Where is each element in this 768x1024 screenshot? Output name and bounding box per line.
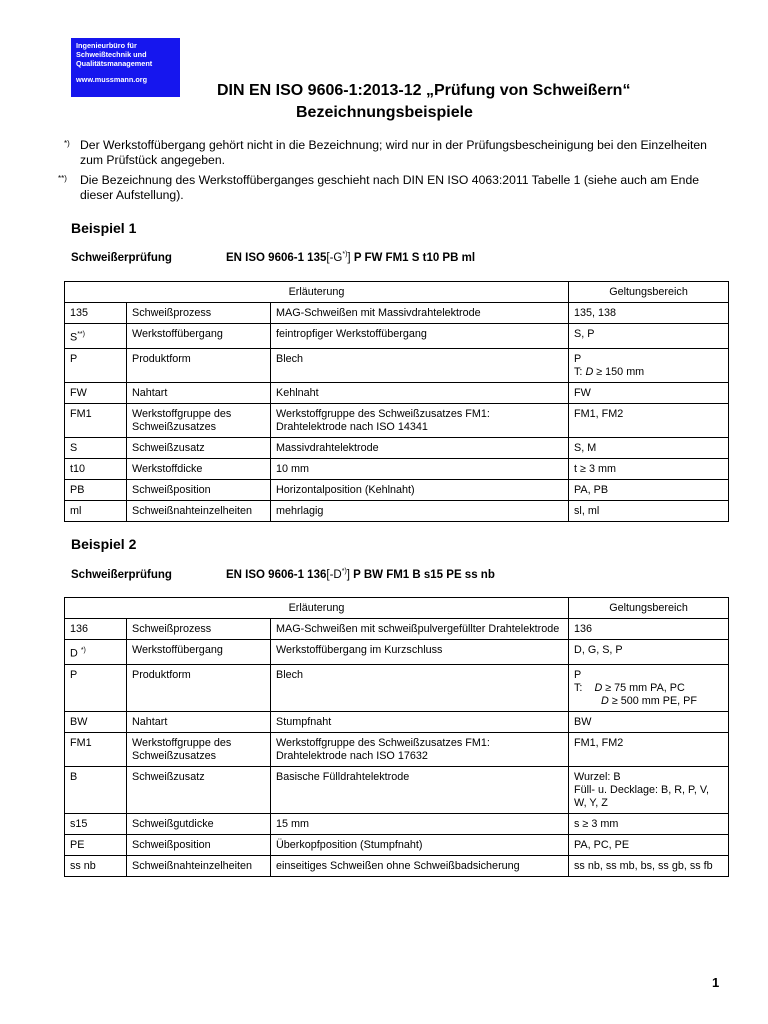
footnote-text: Der Werkstoffübergang gehört nicht in die Bezeichnung; wird nur in der Prüfungsbescheinigung bei den Einzelheiten zum Prüfstück angegeben.: [80, 138, 707, 167]
footnote-mark: *): [64, 139, 70, 148]
cell-desc: Blech: [271, 664, 569, 711]
cell-code: ss nb: [65, 855, 127, 876]
cell-name: Schweißposition: [127, 479, 271, 500]
column-header-range: Geltungsbereich: [569, 282, 729, 303]
designation-rest: P FW FM1 S t10 PB ml: [350, 252, 476, 264]
cell-desc: MAG-Schweißen mit schweißpulvergefüllter Drahtelektrode: [271, 619, 569, 640]
column-header-explanation: Erläuterung: [65, 598, 569, 619]
designation-rest: P BW FM1 B s15 PE ss nb: [349, 569, 495, 581]
designation-sup: *): [341, 568, 347, 575]
table-row: [65, 479, 729, 500]
code-text: S: [70, 331, 78, 344]
designation-code: [226, 569, 495, 581]
cell-range: sl, ml: [569, 500, 729, 521]
cell-code: 136: [65, 619, 127, 640]
range-line: P: [574, 668, 582, 681]
cell-range: PA, PB: [569, 479, 729, 500]
range-value: ≥ 75 mm PA, PC: [602, 681, 685, 694]
cell-name: Werkstoffübergang: [127, 640, 271, 665]
cell-range: [569, 348, 729, 382]
cell-name: Schweißnahteinzelheiten: [127, 500, 271, 521]
table-row: [65, 640, 729, 665]
cell-range: S, P: [569, 324, 729, 349]
designation-main: EN ISO 9606-1 135: [226, 252, 327, 264]
cell-range: BW: [569, 711, 729, 732]
cell-desc: Massivdrahtelektrode: [271, 437, 569, 458]
footnote-mark: **): [58, 174, 67, 183]
cell-name: Werkstoffgruppe des Schweißzusatzes: [127, 732, 271, 766]
cell-range: FM1, FM2: [569, 403, 729, 437]
document-subtitle: Bezeichnungsbeispiele: [296, 104, 473, 121]
cell-code: BW: [65, 711, 127, 732]
cell-name: Werkstoffdicke: [127, 458, 271, 479]
cell-name: Schweißprozess: [127, 303, 271, 324]
footnote: [58, 173, 730, 203]
logo-line: Ingenieurbüro für: [76, 41, 137, 50]
cell-range: S, M: [569, 437, 729, 458]
designation-table: [64, 281, 729, 522]
footnote: [64, 138, 730, 168]
column-header-explanation: Erläuterung: [65, 282, 569, 303]
cell-range: [569, 664, 729, 711]
code-sup: *): [80, 647, 86, 654]
cell-desc: Werkstoffgruppe des Schweißzusatzes FM1: Drahtelektrode nach ISO 14341: [271, 403, 569, 437]
table-row: [65, 664, 729, 711]
cell-desc: 15 mm: [271, 813, 569, 834]
table-row: [65, 303, 729, 324]
cell-code: FW: [65, 382, 127, 403]
cell-name: Schweißgutdicke: [127, 813, 271, 834]
range-prefix: T:: [574, 365, 586, 378]
designation-bracket: [-D: [326, 569, 342, 581]
range-variable: D: [601, 694, 609, 707]
table-header-row: [65, 598, 729, 619]
cell-code: S: [65, 437, 127, 458]
table-row: [65, 382, 729, 403]
column-header-range: Geltungsbereich: [569, 598, 729, 619]
cell-desc: mehrlagig: [271, 500, 569, 521]
cell-name: Schweißnahteinzelheiten: [127, 855, 271, 876]
code-sup: **): [77, 331, 85, 338]
cell-name: Nahtart: [127, 711, 271, 732]
table-row: [65, 855, 729, 876]
table-row: [65, 458, 729, 479]
document-title: DIN EN ISO 9606-1:2013-12 „Prüfung von Schweißern“: [217, 82, 631, 99]
designation-bracket: ]: [346, 569, 350, 581]
cell-desc: Werkstoffgruppe des Schweißzusatzes FM1: Drahtelektrode nach ISO 17632: [271, 732, 569, 766]
range-variable: D: [594, 681, 603, 694]
cell-name: Werkstoffübergang: [127, 324, 271, 349]
cell-name: Nahtart: [127, 382, 271, 403]
table-row: [65, 324, 729, 349]
cell-range: s ≥ 3 mm: [569, 813, 729, 834]
table-row: [65, 813, 729, 834]
footnote-text: Die Bezeichnung des Werkstoffüberganges geschieht nach DIN EN ISO 4063:2011 Tabelle 1 (siehe auch am Ende dieser Aufstellung).: [80, 173, 700, 202]
designation-label: Schweißerprüfung: [71, 252, 172, 264]
cell-desc: Horizontalposition (Kehlnaht): [271, 479, 569, 500]
cell-code: FM1: [65, 732, 127, 766]
cell-name: Werkstoffgruppe des Schweißzusatzes: [127, 403, 271, 437]
range-line: [574, 682, 723, 695]
cell-code: ml: [65, 500, 127, 521]
table-row: [65, 437, 729, 458]
table-row: [65, 711, 729, 732]
logo-line: Schweißtechnik und: [76, 50, 147, 59]
cell-name: Schweißprozess: [127, 619, 271, 640]
cell-desc: Kehlnaht: [271, 382, 569, 403]
range-value: ≥ 150 mm: [593, 365, 645, 378]
cell-range: D, G, S, P: [569, 640, 729, 665]
designation-bracket: ]: [347, 252, 351, 264]
code-text: D: [70, 647, 78, 660]
cell-name: Produktform: [127, 348, 271, 382]
table-row: [65, 500, 729, 521]
cell-code: [65, 324, 127, 349]
designation-bracket: [-G: [326, 252, 343, 264]
cell-code: s15: [65, 813, 127, 834]
range-prefix: T:: [574, 681, 595, 694]
cell-name: Schweißposition: [127, 834, 271, 855]
company-logo: [71, 38, 180, 97]
table-header-row: [65, 282, 729, 303]
cell-code: P: [65, 348, 127, 382]
page-number: 1: [712, 975, 720, 990]
cell-range: [569, 766, 729, 813]
table-row: [65, 766, 729, 813]
cell-code: P: [65, 664, 127, 711]
cell-desc: feintropfiger Werkstoffübergang: [271, 324, 569, 349]
table-row: [65, 619, 729, 640]
table-row: [65, 834, 729, 855]
cell-desc: MAG-Schweißen mit Massivdrahtelektrode: [271, 303, 569, 324]
cell-desc: Stumpfnaht: [271, 711, 569, 732]
cell-range: FW: [569, 382, 729, 403]
cell-code: [65, 640, 127, 665]
range-line: [574, 366, 723, 379]
designation-label: Schweißerprüfung: [71, 569, 172, 581]
cell-name: Schweißzusatz: [127, 766, 271, 813]
cell-desc: Werkstoffübergang im Kurzschluss: [271, 640, 569, 665]
cell-desc: Blech: [271, 348, 569, 382]
range-line: [574, 695, 723, 708]
cell-code: 135: [65, 303, 127, 324]
cell-desc: 10 mm: [271, 458, 569, 479]
cell-name: Schweißzusatz: [127, 437, 271, 458]
designation-main: EN ISO 9606-1 136: [226, 569, 327, 581]
cell-range: FM1, FM2: [569, 732, 729, 766]
range-variable: D: [585, 365, 594, 378]
logo-line: Qualitätsmanagement: [76, 59, 153, 68]
cell-name: Produktform: [127, 664, 271, 711]
cell-desc: Basische Fülldrahtelektrode: [271, 766, 569, 813]
range-line: Füll- u. Decklage: B, R, P, V, W, Y, Z: [574, 783, 710, 809]
cell-range: ss nb, ss mb, bs, ss gb, ss fb: [569, 855, 729, 876]
table-row: [65, 732, 729, 766]
designation-sup: *): [342, 251, 348, 258]
table-row: [65, 403, 729, 437]
cell-code: t10: [65, 458, 127, 479]
cell-range: 135, 138: [569, 303, 729, 324]
cell-code: PB: [65, 479, 127, 500]
logo-url: www.mussmann.org: [76, 75, 148, 84]
cell-code: B: [65, 766, 127, 813]
cell-desc: einseitiges Schweißen ohne Schweißbadsicherung: [271, 855, 569, 876]
range-value: ≥ 500 mm PE, PF: [608, 694, 697, 707]
example-heading: Beispiel 1: [71, 220, 137, 236]
range-line: Wurzel: B: [574, 770, 621, 783]
cell-range: 136: [569, 619, 729, 640]
cell-desc: Überkopfposition (Stumpfnaht): [271, 834, 569, 855]
designation-code: [226, 252, 475, 264]
cell-code: FM1: [65, 403, 127, 437]
cell-code: PE: [65, 834, 127, 855]
cell-range: t ≥ 3 mm: [569, 458, 729, 479]
designation-table: [64, 597, 729, 877]
cell-range: PA, PC, PE: [569, 834, 729, 855]
range-line: P: [574, 352, 582, 365]
example-heading: Beispiel 2: [71, 536, 137, 552]
table-row: [65, 348, 729, 382]
